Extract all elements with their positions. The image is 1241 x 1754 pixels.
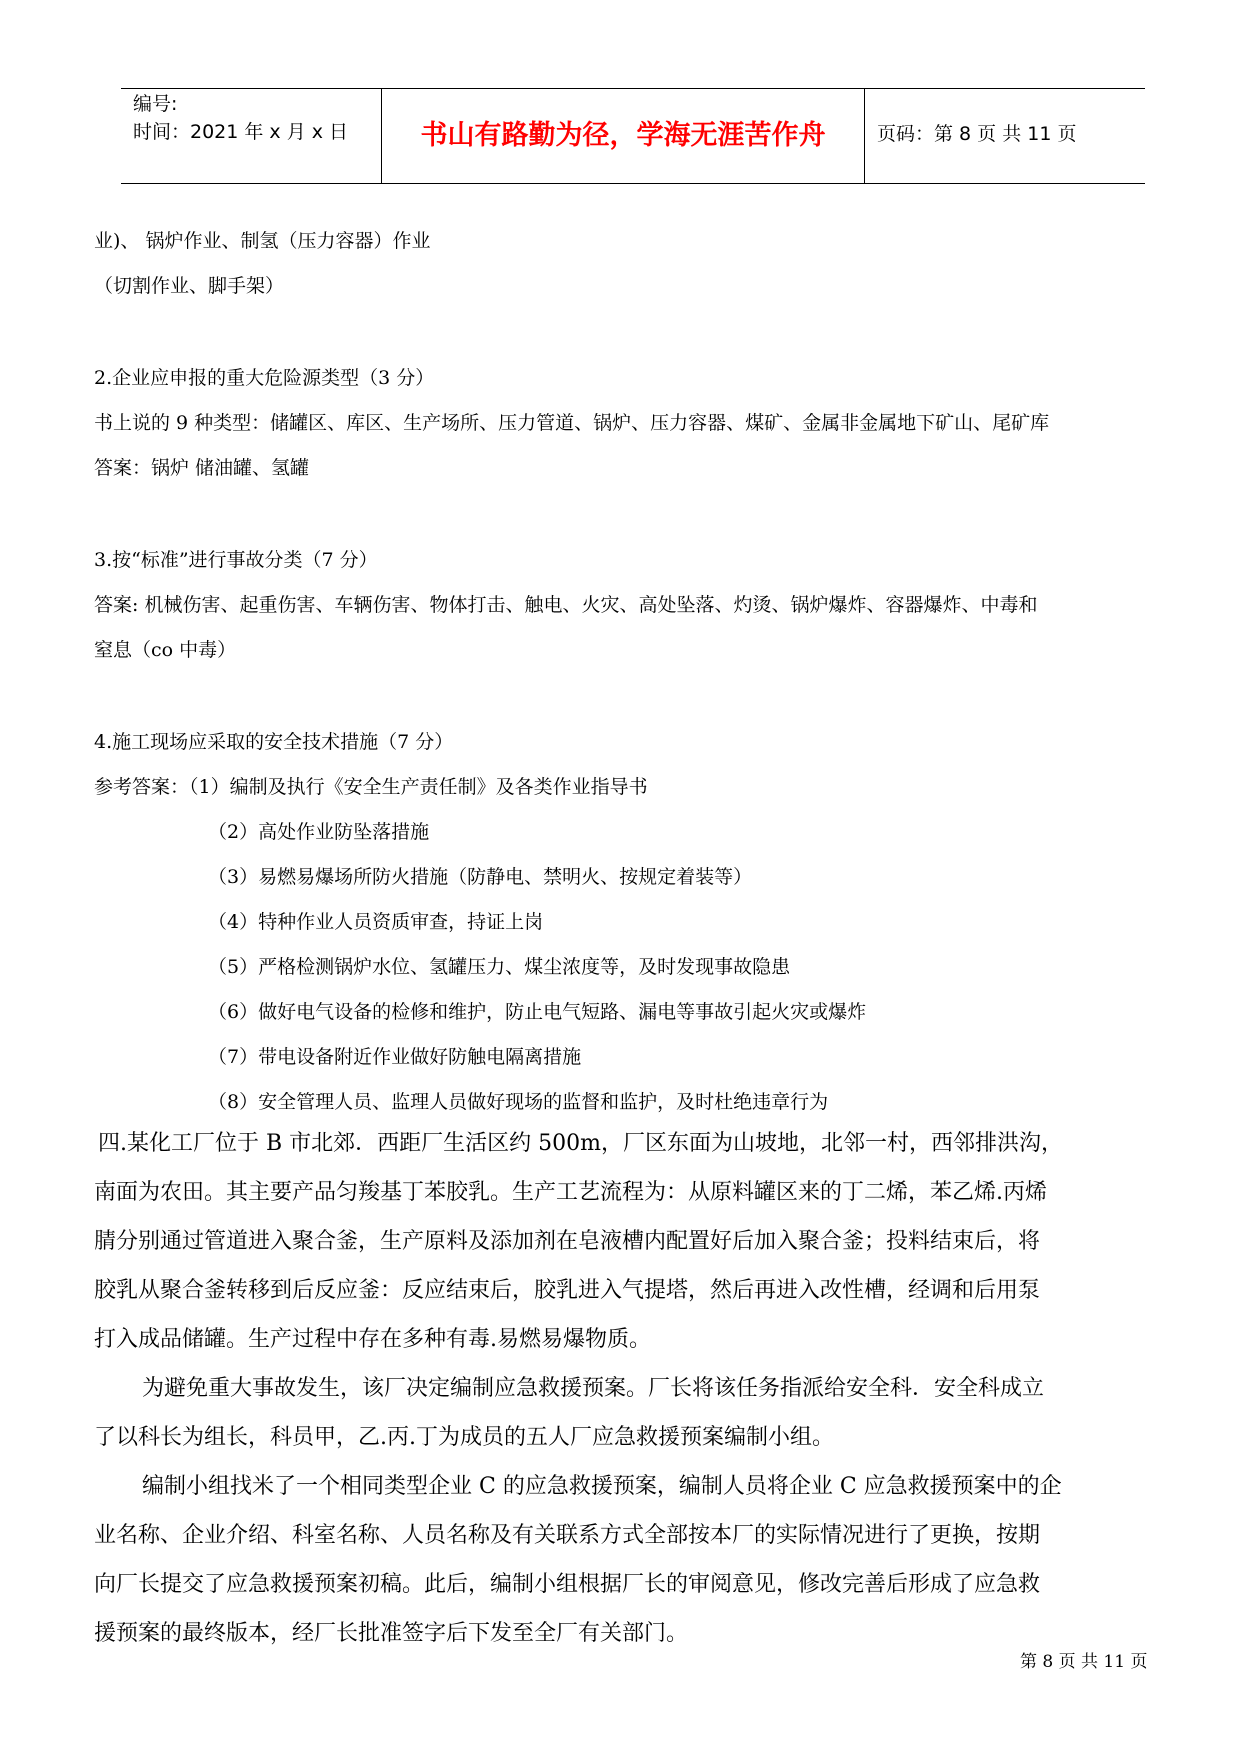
case-paragraph-3-line: 援预案的最终版本，经厂长批准签字后下发至全厂有关部门。: [94, 1621, 689, 1646]
case-paragraph-1-line: 打入成品储罐。生产过程中存在多种有毒.易燃易爆物质。: [94, 1327, 651, 1352]
measure-item: （7）带电设备附近作业做好防触电隔离措施: [208, 1046, 582, 1068]
measure-item: （6）做好电气设备的检修和维护，防止电气短路、漏电等事故引起火灾或爆炸: [208, 1001, 867, 1023]
measure-item: （3）易燃易爆场所防火措施（防静电、禁明火、按规定着装等）: [208, 866, 753, 888]
question-2-answer: 答案：锅炉 储油罐、氢罐: [94, 457, 310, 479]
case-paragraph-2: 为避免重大事故发生，该厂决定编制应急救援预案。厂长将该任务指派给安全科．安全科成立: [142, 1376, 1045, 1401]
header-info-cell: [121, 89, 382, 183]
question-3-heading: 3.按“标准”进行事故分类（7 分）: [94, 549, 378, 571]
footer-page-number: 第 8 页 共 11 页: [1020, 1652, 1148, 1672]
question-3-answer: 答案: 机械伤害、起重伤害、车辆伤害、物体打击、触电、火灾、高处坠落、灼烫、锅炉爆炸、容器爆炸、中毒和: [94, 594, 1038, 616]
case-paragraph-3: 编制小组找米了一个相同类型企业 C 的应急救援预案，编制人员将企业 C 应急救援预案中的企: [142, 1474, 1062, 1499]
text-line: 业)、 锅炉作业、制氢（压力容器）作业: [94, 230, 431, 252]
case-paragraph-3-line: 业名称、企业介绍、科室名称、人员名称及有关联系方式全部按本厂的实际情况进行了更换，按期: [94, 1523, 1041, 1548]
header-page-number: 页码：第 8 页 共 11 页: [877, 123, 1077, 145]
header-page-cell: [865, 89, 1145, 183]
case-paragraph-1-line: 胶乳从聚合釜转移到后反应釜：反应结束后，胶乳进入气提塔，然后再进入改性槽，经调和后用泵: [94, 1278, 1041, 1303]
case-paragraph-1: 四.某化工厂位于 B 市北郊．西距厂生活区约 500m，厂区东面为山坡地，北邻一村，西邻排洪沟，: [98, 1131, 1063, 1156]
question-2-heading: 2.企业应申报的重大危险源类型（3 分）: [94, 367, 435, 389]
measure-item: （5）严格检测锅炉水位、氢罐压力、煤尘浓度等，及时发现事故隐患: [208, 956, 791, 978]
case-paragraph-1-line: 腈分别通过管道进入聚合釜，生产原料及添加剂在皂液槽内配置好后加入聚合釜；投料结束后，将: [94, 1229, 1041, 1254]
measure-item: （8）安全管理人员、监理人员做好现场的监督和监护，及时杜绝违章行为: [208, 1091, 829, 1113]
case-paragraph-2-line: 了以科长为组长，科员甲，乙.丙.丁为成员的五人厂应急救援预案编制小组。: [94, 1425, 834, 1450]
text-line: （切割作业、脚手架）: [94, 275, 285, 297]
document-number-label: 编号:: [133, 93, 178, 115]
measure-item: （2）高处作业防坠落措施: [208, 821, 430, 843]
question-4-reference: 参考答案：（1）编制及执行《安全生产责任制》及各类作业指导书: [94, 776, 648, 798]
question-2-book-note: 书上说的 9 种类型：储罐区、库区、生产场所、压力管道、锅炉、压力容器、煤矿、金属非金属地下矿山、尾矿库: [94, 412, 1050, 434]
document-time-label: 时间：2021 年 x 月 x 日: [133, 121, 349, 143]
case-paragraph-3-line: 向厂长提交了应急救援预案初稿。此后，编制小组根据厂长的审阅意见，修改完善后形成了应急救: [94, 1572, 1041, 1597]
motto-text: 书山有路勤为径，学海无涯苦作舟: [420, 120, 826, 151]
header-table: [121, 88, 1145, 184]
question-4-heading: 4.施工现场应采取的安全技术措施（7 分）: [94, 731, 454, 753]
measure-item: （4）特种作业人员资质审查，持证上岗: [208, 911, 544, 933]
header-motto-cell: [382, 89, 865, 183]
case-paragraph-1-line: 南面为农田。其主要产品匀羧基丁苯胶乳。生产工艺流程为：从原料罐区来的丁二烯，苯乙烯.丙烯: [94, 1180, 1047, 1205]
question-3-answer-cont: 窒息（co 中毒）: [94, 639, 237, 661]
